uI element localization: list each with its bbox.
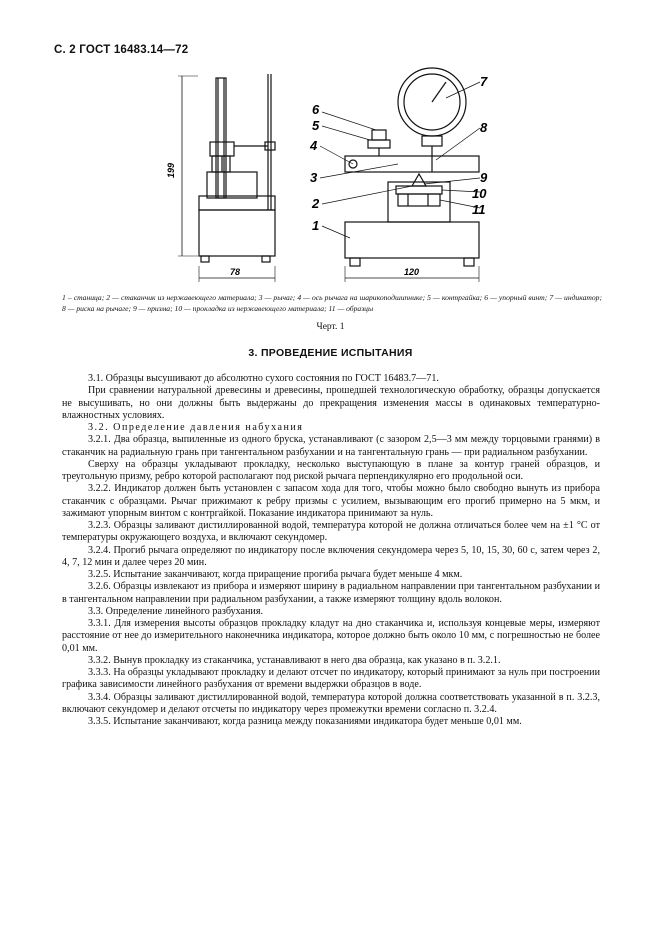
paragraph: При сравнении натуральной древесины и древесины, прошедшей технологическую обработку, образцы допускается не высушивать, но они должны быть выдержаны до прекращения изменения массы в одинаковых температурно-влажностных условиях. [62,385,600,421]
dimension-width-right: 120 [404,267,420,277]
front-view [320,68,480,282]
paragraph: 3.3.2. Вынув прокладку из стаканчика, устанавливают в него два образца, как указано в п. 3.2.1. [88,654,501,666]
body-text [62,373,600,728]
paragraph: 3.3.1. Для измерения высоты образцов прокладку кладут на дно стаканчика и, используя концевые меры, измеряют расстояние от нее до измерительного наконечника индикатора, которое должно быть около 10 мм, с погрешностью не более 0,01 мм. [62,618,600,654]
paragraph: 3.2.2. Индикатор должен быть установлен с запасом хода для того, чтобы можно было свободно вынуть из прибора стаканчик с образцами. Рычаг прижимают к ребру призмы с усилием, вызывающим его прогиб примерно на 5 мкм, и зажимают упорным винтом с контргайкой. Показание индикатора принимают за нуль. [62,483,600,519]
label-8: 8 [480,120,488,135]
paragraph: 3.2.4. Прогиб рычага определяют по индикатору после включения секундомера через 5, 10, 15, 30, 60 с, затем через 2, 4, 7, 12 мин и далее через 20 мин. [62,544,600,568]
label-5: 5 [312,118,320,133]
page-header: С. 2 ГОСТ 16483.14—72 [54,44,189,56]
label-2: 2 [312,196,320,211]
paragraph: Сверху на образцы укладывают прокладку, несколько выступающую в плане за контур граней образцов, и треугольную призму, ребро которой располагают под риской рычага перпендикулярно его продольной оси. [62,458,600,482]
paragraph: 3.3.3. На образцы укладывают прокладку и делают отсчет по индикатору, который принимают за нуль при построении графика зависимости линейного разбухания от времени выдержки образцов в воде. [62,667,600,691]
paragraph: 3.3.5. Испытание заканчивают, когда разница между показаниями индикатора будет меньше 0,01 мм. [88,716,522,727]
label-10: 10 [472,186,487,201]
paragraph: 3.1. Образцы высушивают до абсолютно сухого состояния по ГОСТ 16483.7—71. [88,373,439,384]
dimension-width-left: 78 [230,267,241,277]
label-4: 4 [310,138,318,153]
figure-caption: Черт. 1 [316,322,345,332]
paragraph: 3.2. Определение давления набухания [88,422,304,433]
label-6: 6 [312,102,320,117]
paragraph: 3.2.6. Образцы извлекают из прибора и измеряют ширину в радиальном направлении при тангентальном разбухании и в тангентальном направлении при радиальном разбухании, а также измеряют толщину вдоль волокон. [62,581,600,605]
section-title: 3. ПРОВЕДЕНИЕ ИСПЫТАНИЯ [248,347,413,359]
label-3: 3 [310,170,318,185]
label-1: 1 [312,218,320,233]
apparatus-drawing [150,60,500,288]
drawing-legend: 1 – станица; 2 — стаканчик из нержавеющего материала; 3 — рычаг; 4 — ось рычага на шарикоподшипнике; 5 — контргайка; 6 — упорный винт; 7 — индикатор; 8 — риска на рычаге; 9 — призма; 10 — прокладка из нержавеющего материала; 11 — образцы [62,293,602,313]
label-11: 11 [472,202,486,217]
label-7: 7 [480,74,488,89]
paragraph: 3.2.1. Два образца, выпиленные из одного бруска, устанавливают (с зазором 2,5—3 мм между торцовыми гранями) в стаканчик на радиальную грань при тангентальном разбухании и на тангентальную грань — при радиальном разбухании. [62,434,600,458]
paragraph: 3.2.3. Образцы заливают дистиллированной водой, температура которой не должна отличаться более чем на ±1 °С от температуры окружающего воздуха, и включают секундомер. [62,520,600,544]
label-9: 9 [480,170,488,185]
paragraph: 3.2.5. Испытание заканчивают, когда приращение прогиба рычага будет меньше 4 мкм. [88,569,463,580]
side-view [178,74,275,282]
paragraph: 3.3.4. Образцы заливают дистиллированной водой, температура которой должна соответствовать указанной в п. 3.2.3, включают секундомер и делают отсчеты по индикатору через промежутки времени согласно п. 3.2.4. [62,691,600,715]
paragraph: 3.3. Определение линейного разбухания. [88,605,263,617]
dimension-height: 199 [166,162,176,178]
